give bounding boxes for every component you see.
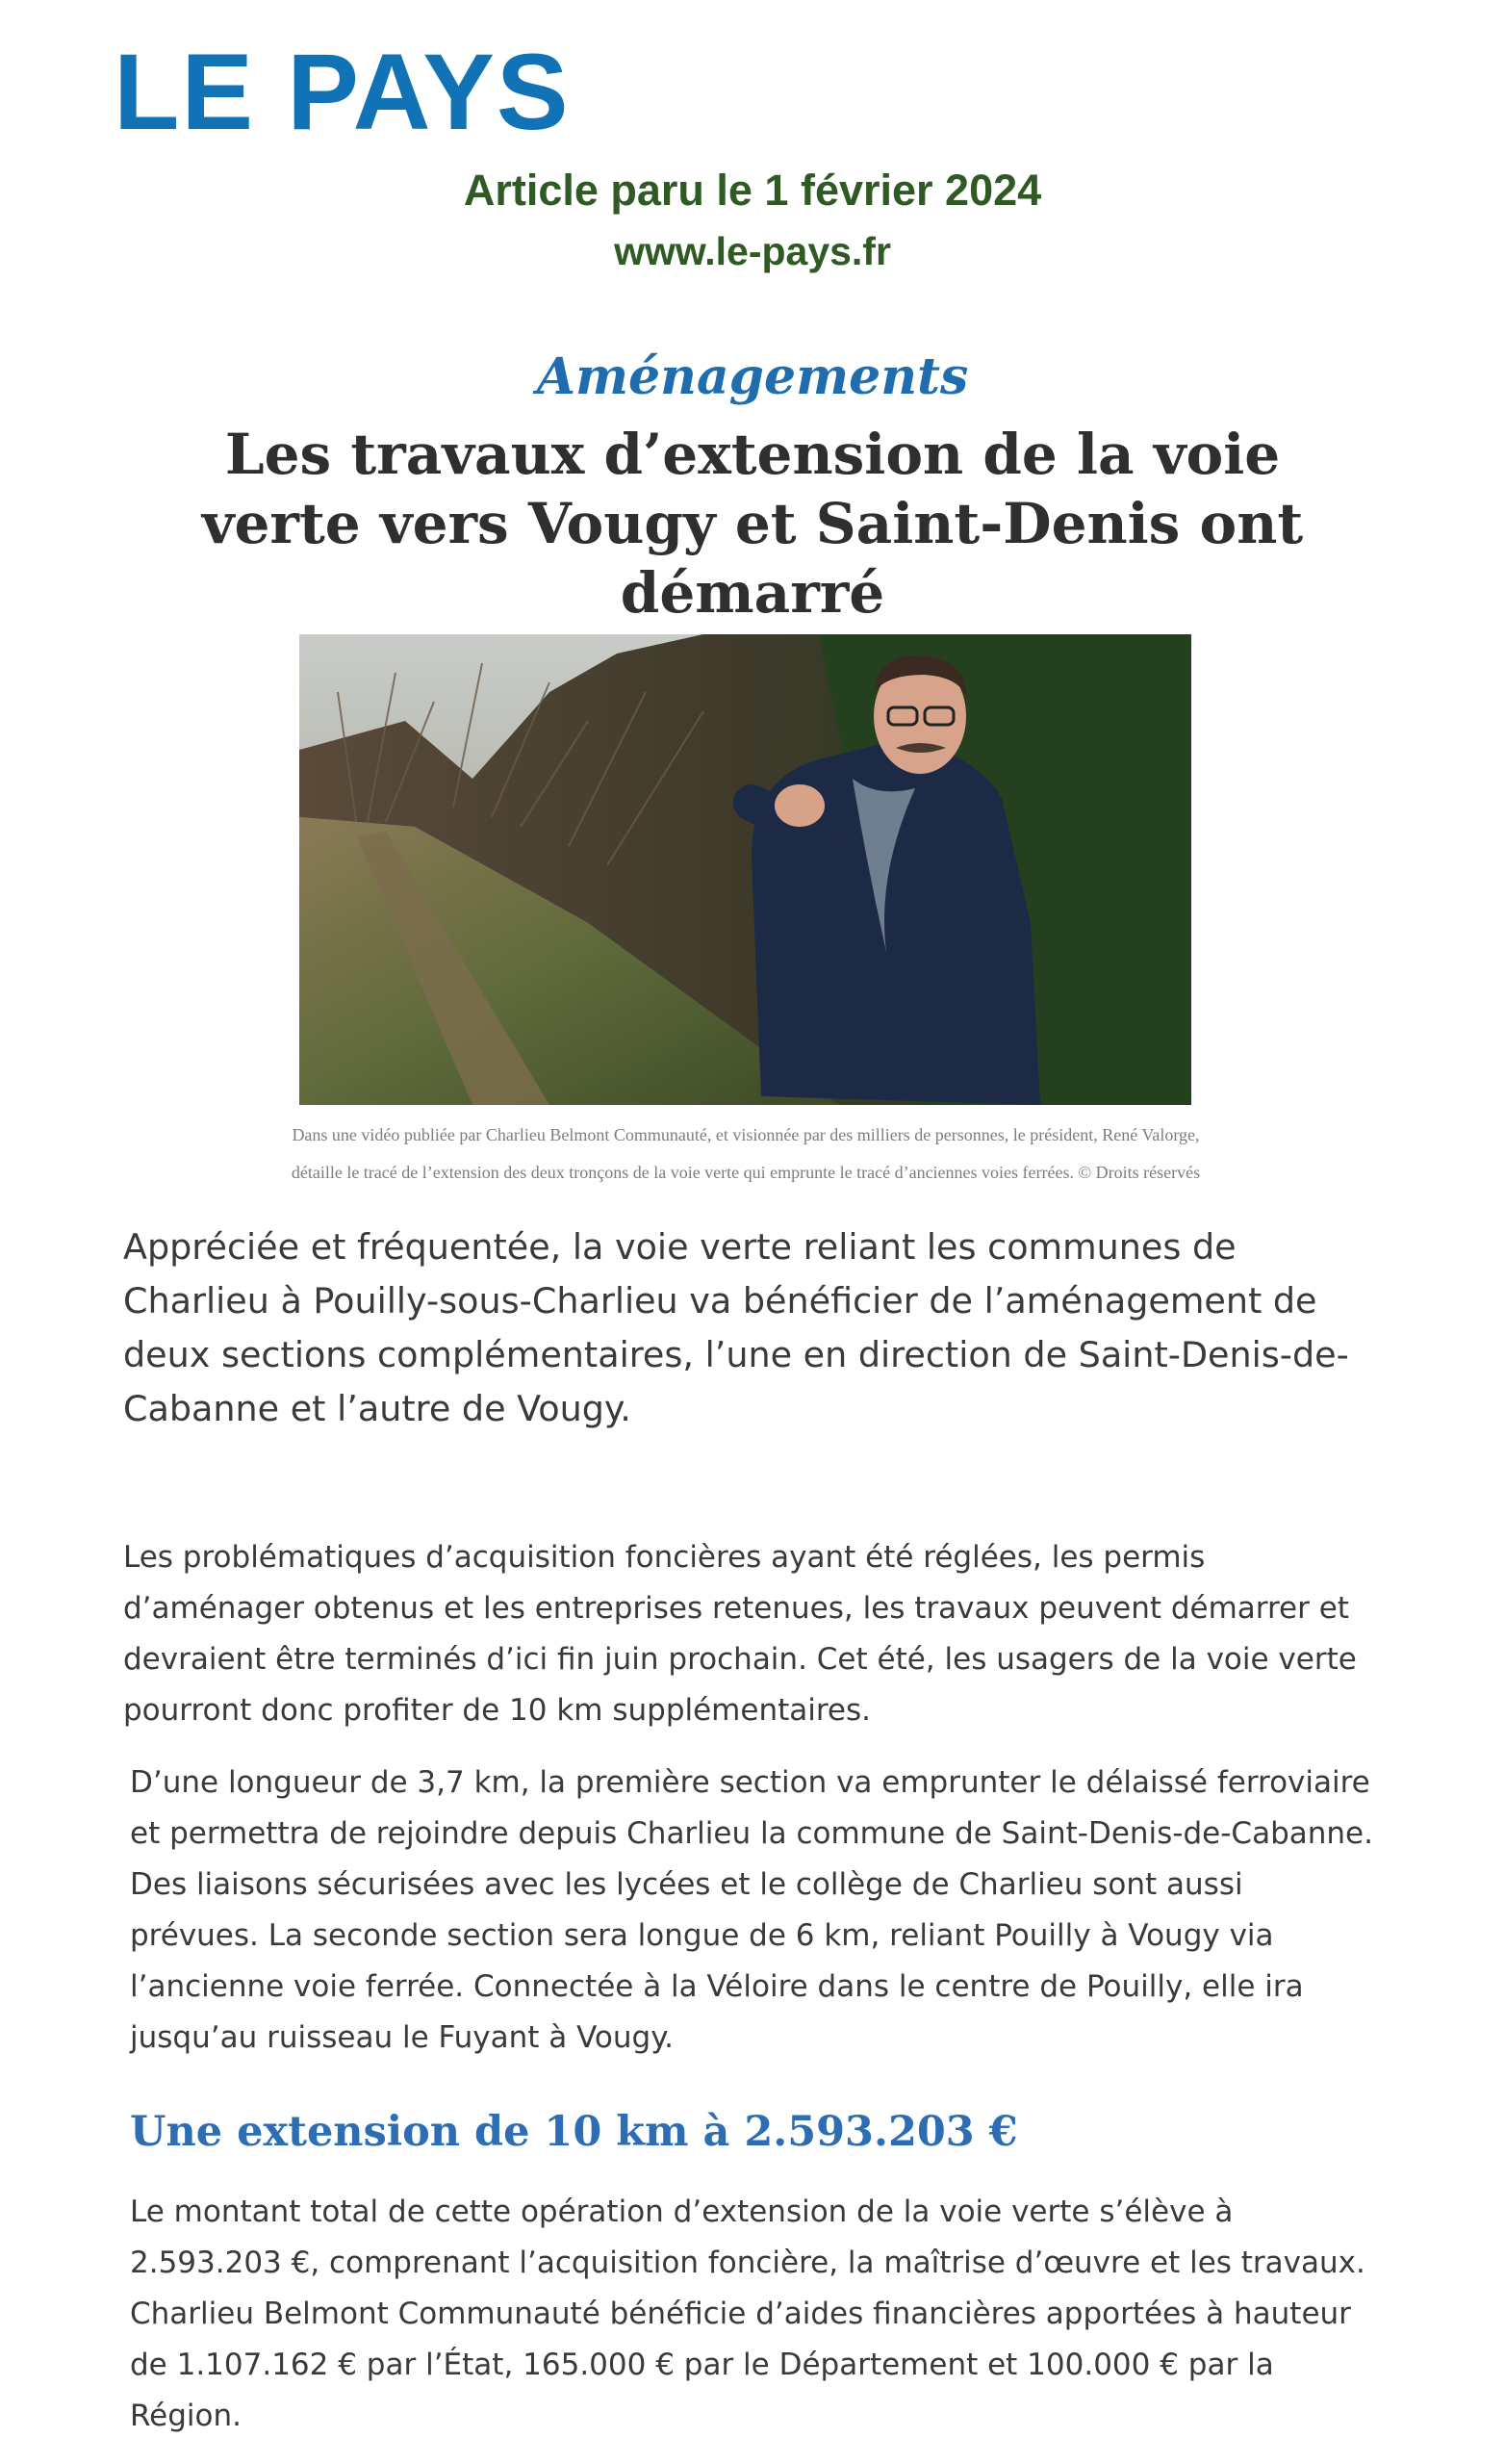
website-url: www.le-pays.fr bbox=[614, 229, 891, 273]
article-headline: Les travaux d’extension de la voie verte vers Vougy et Saint-Denis ont démarré bbox=[201, 422, 1304, 626]
body-paragraph: D’une longueur de 3,7 km, la première section va emprunter le délaissé ferroviaire et permettra de rejoindre depuis Charlieu la commune de Saint-Denis-de-Cabanne. Des liaisons sécurisées avec les lycées et le collège de Charlieu sont aussi prévues. La seconde section sera longue de 6 km, reliant Pouilly à Vougy via l’ancienne voie ferrée. Connectée à la Véloire dans le centre de Pouilly, elle ira jusqu’au ruisseau le Fuyant à Vougy. bbox=[130, 1765, 1373, 2055]
body-paragraph: Le montant total de cette opération d’extension de la voie verte s’élève à 2.593.203 €, comprenant l’acquisition foncière, la maîtrise d’œuvre et les travaux. Charlieu Belmont Communauté bénéficie d’aides financières apportées à hauteur de 1.107.162 € par l’État, 165.000 € par le Département et 100.000 € par la Région. bbox=[130, 2194, 1365, 2433]
body-paragraph: Les problématiques d’acquisition foncières ayant été réglées, les permis d’aménager obtenus et les entreprises retenues, les travaux peuvent démarrer et devraient être terminés d’ici fin juin prochain. Cet été, les usagers de la voie verte pourront donc profiter de 10 km supplémentaires. bbox=[123, 1540, 1357, 1728]
section-subheading: Une extension de 10 km à 2.593.203 € bbox=[130, 2108, 1018, 2156]
publication-date: Article paru le 1 février 2024 bbox=[463, 166, 1042, 215]
newspaper-logo: LE PAYS bbox=[114, 32, 571, 152]
photo-illustration bbox=[299, 634, 1191, 1105]
article-photo bbox=[299, 634, 1191, 1105]
article-rubric: Aménagements bbox=[536, 347, 969, 406]
photo-caption: Dans une vidéo publiée par Charlieu Belmont Communauté, et visionnée par des milliers de personnes, le président, René Valorge, détaille le tracé de l’extension des deux tronçons de la voie verte qui emprunte le tracé d’anciennes voies ferrées. © Droits réservés bbox=[291, 1125, 1201, 1182]
article-lead: Appréciée et fréquentée, la voie verte reliant les communes de Charlieu à Pouilly-sous-Charlieu va bénéficier de l’aménagement de deux sections complémentaires, l’une en direction de Saint-Denis-de-Cabanne et l’autre de Vougy. bbox=[123, 1226, 1349, 1429]
